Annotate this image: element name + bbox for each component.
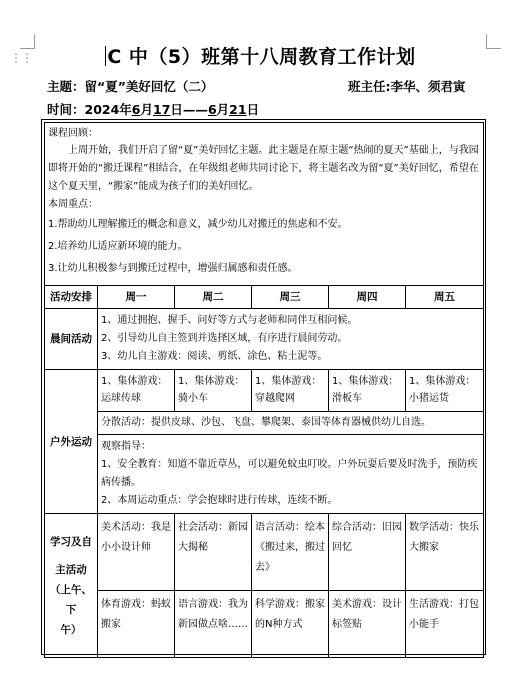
- guide-item: 2、本周运动重点：学会抱球时进行传球，连续不断。: [101, 495, 338, 506]
- outdoor-scatter-cell[interactable]: 分散活动：提供皮球、沙包、飞盘、攀爬架、泰国等体育器械供幼儿自选。: [98, 412, 484, 435]
- outdoor-scatter-row: [45, 412, 484, 435]
- morning-row: [45, 309, 484, 370]
- review-heading: 课程回顾：: [48, 128, 98, 139]
- schedule-header-row: [45, 286, 484, 309]
- morning-line: 1、通过拥抱、握手、问好等方式与老师和同伴互相问候。: [101, 315, 358, 326]
- learning-friday-1[interactable]: 数学活动：快乐大搬家: [406, 514, 484, 591]
- learning-tuesday-2[interactable]: 语言游戏：我为新园做点啥……: [175, 591, 252, 658]
- guide-item: 1、安全教育：知道不靠近草丛，可以避免蚊虫叮咬。户外玩耍后要及时洗手，预防疾病传播。: [101, 459, 478, 488]
- header-tuesday: 周二: [175, 286, 252, 309]
- learning-row-1: [45, 514, 484, 591]
- focus-item: 3.让幼儿积极参与到搬迁过程中，增强归属感和责任感。: [48, 263, 298, 274]
- learning-thursday-1[interactable]: 综合活动：旧园回忆: [329, 514, 406, 591]
- learning-monday-2[interactable]: 体育游戏：蚂蚁搬家: [98, 591, 175, 658]
- review-cell[interactable]: [45, 123, 484, 286]
- header-friday: 周五: [406, 286, 484, 309]
- theme-line: 主题：留“夏”美好回忆（二）: [47, 79, 214, 94]
- page-title: C 中（5）班第十八周教育工作计划: [107, 46, 416, 68]
- learning-tuesday-1[interactable]: 社会活动：新园大揭秘: [175, 514, 252, 591]
- learning-friday-2[interactable]: 生活游戏：打包小能手: [406, 591, 484, 658]
- learning-monday-1[interactable]: 美术活动：我是小小设计师: [98, 514, 175, 591]
- learning-wednesday-2[interactable]: 科学游戏：搬家的N种方式: [252, 591, 329, 658]
- teacher-line: 班主任:李华、须君寅: [348, 79, 466, 94]
- learning-thursday-2[interactable]: 美术游戏：设计标签贴: [329, 591, 406, 658]
- header-thursday: 周四: [329, 286, 406, 309]
- plan-table-wrapper: [44, 122, 483, 652]
- outdoor-game-friday[interactable]: 1、集体游戏：小猪运货: [406, 370, 484, 412]
- focus-item: 2.培养幼儿适应新环境的能力。: [48, 241, 188, 252]
- morning-line: 2、引导幼儿自主签到并选择区域，有序进行晨间劳动。: [101, 333, 348, 344]
- outdoor-label: 户外运动: [45, 370, 98, 514]
- morning-label: 晨间活动: [45, 309, 98, 370]
- header-activity: 活动安排: [45, 286, 98, 309]
- outdoor-game-monday[interactable]: 1、集体游戏：运球传球: [98, 370, 175, 412]
- guide-heading: 观察指导：: [101, 441, 151, 452]
- outdoor-game-thursday[interactable]: 1、集体游戏：滑板车: [329, 370, 406, 412]
- review-row: [45, 123, 484, 286]
- time-line: 时间：2024年6月17日——6月21日: [47, 102, 260, 117]
- learning-wednesday-1[interactable]: 语言活动：绘本《搬过来，搬过去》: [252, 514, 329, 591]
- review-paragraph: 上周开始，我们开启了留“夏”美好回忆主题。此主题是在原主题“热闹的夏天”基础上，与我园即将开始的“搬迁课程”相结合，在年级组老师共同讨论下，将主题名改为留“夏”美好回忆，希望在这个夏天里，“搬家”能成为孩子们的美好回忆。: [48, 145, 479, 192]
- learning-label: 学习及自 主活动 （上午、下 午）: [45, 514, 98, 658]
- outdoor-guide-cell[interactable]: [98, 435, 484, 514]
- morning-line: 3、幼儿自主游戏：阅读、剪纸、涂色、粘土泥等。: [101, 351, 328, 362]
- header-monday: 周一: [98, 286, 175, 309]
- plan-table: [44, 122, 484, 658]
- focus-heading: 本周重点：: [48, 199, 98, 210]
- outdoor-game-tuesday[interactable]: 1、集体游戏：骑小车: [175, 370, 252, 412]
- header-wednesday: 周三: [252, 286, 329, 309]
- outdoor-games-row: [45, 370, 484, 412]
- learning-row-2: [45, 591, 484, 658]
- outdoor-game-wednesday[interactable]: 1、集体游戏：穿越爬网: [252, 370, 329, 412]
- morning-cell[interactable]: [98, 309, 484, 370]
- focus-item: 1.帮助幼儿理解搬迁的概念和意义，减少幼儿对搬迁的焦虑和不安。: [48, 219, 348, 230]
- outdoor-guide-row: [45, 435, 484, 514]
- table-move-handle-icon[interactable]: ⋮⋮: [10, 51, 32, 65]
